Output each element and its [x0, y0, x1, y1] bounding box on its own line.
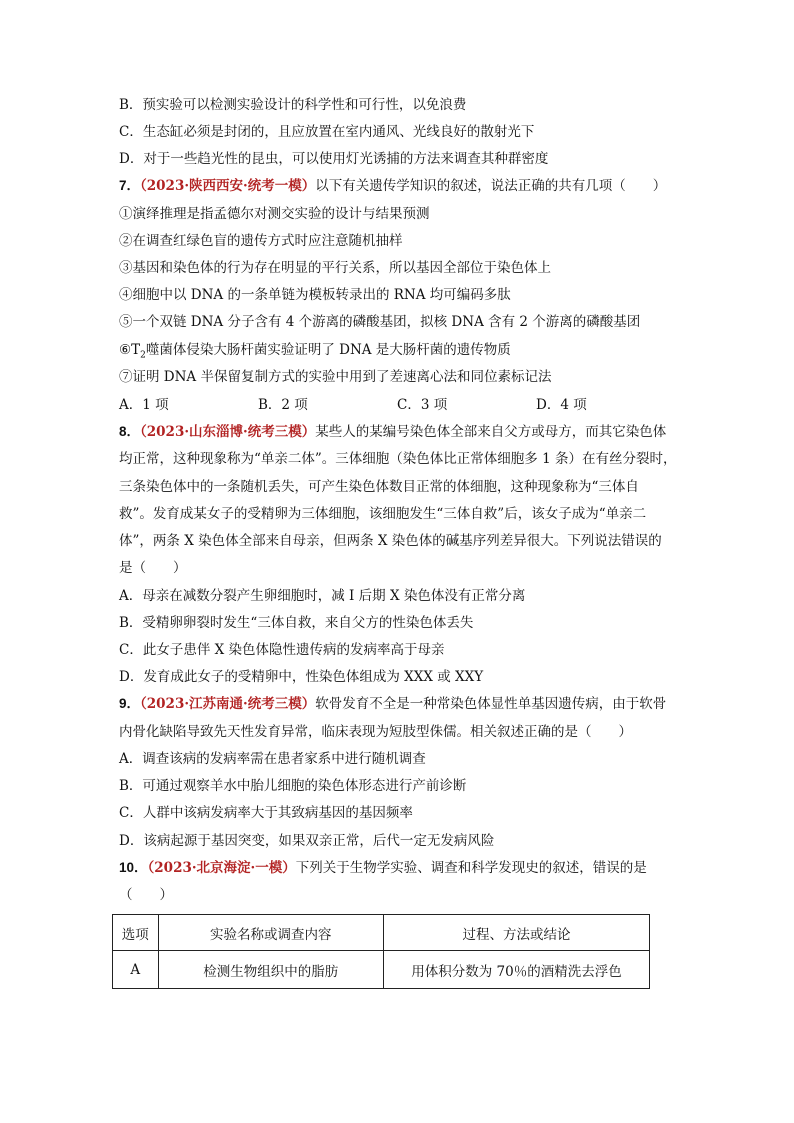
q9-stem-line-1: 软骨发育不全是一种常染色体显性单基因遗传病，由于软骨 [315, 696, 667, 712]
q9-stem-line-2: 内骨化缺陷导致先天性发育异常，临床表现为短肢型侏儒。相关叙述正确的是（ ） [119, 724, 632, 740]
table-cell: 用体积分数为 70％的酒精洗去浮色 [383, 951, 649, 989]
q8-option-c: C．此女子患伴 X 染色体隐性遗传病的发病率高于母亲 [119, 642, 445, 658]
q7-item-4: ④细胞中以 DNA 的一条单链为模板转录出的 RNA 均可编码多肽 [119, 287, 511, 303]
q7-item-6-text: 噬菌体侵染大肠杆菌实验证明了 DNA 是大肠杆菌的遗传物质 [145, 342, 511, 358]
q8-stem-line-1: 某些人的某编号染色体全部来自父方或母方，而其它染色体 [315, 424, 667, 440]
q8-option-b: B．受精卵卵裂时发生“三体自救，来自父方的性染色体丢失 [119, 615, 474, 631]
table-header-cell: 实验名称或调查内容 [158, 915, 383, 951]
q8-stem-line-6: 是（ ） [119, 560, 187, 576]
q10-answer-paren: （ ） [119, 887, 173, 903]
q6-option-d: D．对于一些趋光性的昆虫，可以使用灯光诱捕的方法来调查其种群密度 [119, 151, 549, 167]
q7-item-1: ①演绎推理是指孟德尔对测交实验的设计与结果预测 [119, 206, 430, 222]
table-row [113, 951, 650, 989]
q7-option-c: C．3 项 [397, 397, 448, 413]
q7-item-6-lead: ⑥T [119, 342, 141, 358]
q7-source: （2023·陕西西安·统考一模） [140, 178, 316, 194]
q9-source: （2023·江苏南通·统考三模） [140, 696, 316, 712]
q10-number: 10． [119, 860, 148, 875]
q9-number: 9． [119, 696, 141, 711]
q7-number: 7． [119, 178, 141, 193]
q8-stem-line-5: 体”，两条 X 染色体全部来自母亲，但两条 X 染色体的碱基序列差异很大。下列说法错误的 [119, 533, 662, 549]
q9-option-c: C．人群中该病发病率大于其致病基因的基因频率 [119, 805, 413, 821]
table-header-row [113, 915, 650, 951]
table-cell: 检测生物组织中的脂肪 [158, 951, 383, 989]
q7-stem [119, 177, 666, 195]
q7-item-5: ⑤一个双链 DNA 分子含有 4 个游离的磷酸基团，拟核 DNA 含有 2 个游离的磷酸基团 [119, 314, 641, 330]
q8-stem-line-4: 救”。发育成某女子的受精卵为三体细胞，该细胞发生“三体自救”后，该女子成为“单亲二 [119, 506, 647, 522]
q8-option-d: D．发育成此女子的受精卵中，性染色体组成为 XXX 或 XXY [119, 669, 484, 685]
q7-stem-text: 以下有关遗传学知识的叙述，说法正确的共有几项（ ） [315, 178, 667, 194]
q8-option-a: A．母亲在减数分裂产生卵细胞时，减 I 后期 X 染色体没有正常分离 [119, 588, 526, 604]
q6-option-c: C．生态缸必须是封闭的，且应放置在室内通风、光线良好的散射光下 [119, 124, 535, 140]
q9-option-a: A．调查该病的发病率需在患者家系中进行随机调查 [119, 751, 426, 767]
q9-stem [119, 695, 666, 713]
q7-item-7: ⑦证明 DNA 半保留复制方式的实验中用到了差速离心法和同位素标记法 [119, 369, 552, 385]
q10-stem [119, 859, 647, 877]
q8-source: （2023·山东淄博·统考三模） [140, 424, 316, 440]
table-cell: A [113, 951, 159, 989]
q7-option-d: D．4 项 [536, 397, 587, 413]
q10-source: （2023·北京海淀·一模） [147, 860, 296, 876]
table-header-cell: 选项 [113, 915, 159, 951]
q7-item-6-subscript: 2 [140, 350, 146, 361]
q8-stem-line-2: 均正常，这种现象称为“单亲二体”。三体细胞（染色体比正常体细胞多 1 条）在有丝分裂时， [119, 451, 677, 467]
q10-stem-text: 下列关于生物学实验、调查和科学发现史的叙述，错误的是 [295, 860, 647, 876]
q10-table [112, 914, 650, 989]
q8-number: 8． [119, 424, 141, 439]
q7-option-a: A．1 项 [119, 397, 169, 413]
q6-option-b: B．预实验可以检测实验设计的科学性和可行性，以免浪费 [119, 97, 467, 113]
table-header-cell: 过程、方法或结论 [383, 915, 649, 951]
q7-options [119, 396, 659, 414]
q8-stem [119, 423, 666, 441]
q9-option-b: B．可通过观察羊水中胎儿细胞的染色体形态进行产前诊断 [119, 778, 467, 794]
q7-item-6 [119, 341, 511, 365]
q8-stem-line-3: 三条染色体中的一条随机丢失，可产生染色体数目正常的体细胞，这种现象称为“三体自 [119, 479, 639, 495]
q7-item-3: ③基因和染色体的行为存在明显的平行关系，所以基因全部位于染色体上 [119, 260, 551, 276]
q7-item-2: ②在调查红绿色盲的遗传方式时应注意随机抽样 [119, 233, 403, 249]
q7-option-b: B．2 项 [258, 397, 308, 413]
q9-option-d: D．该病起源于基因突变，如果双亲正常，后代一定无发病风险 [119, 833, 495, 849]
